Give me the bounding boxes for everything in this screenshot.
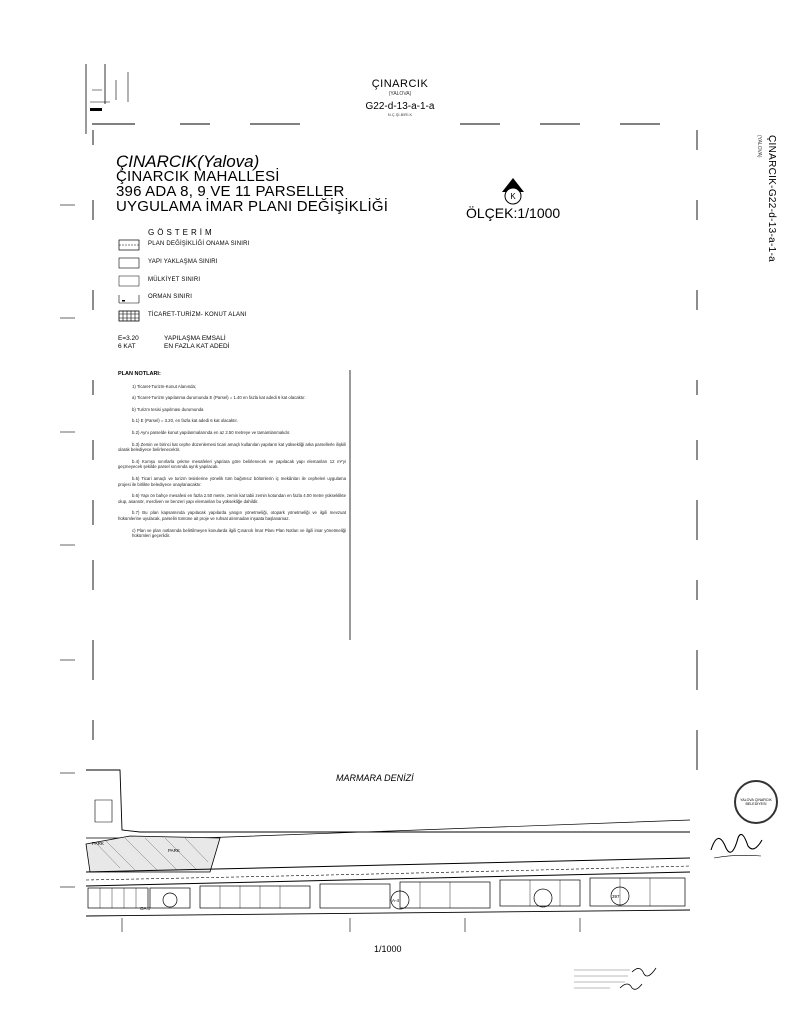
sheet-title: ÇINARCIK [371, 78, 429, 90]
plan-note: b.7) Bu plan kapsamında yapılacak yapılarda yangın yönetmeliği, otopark yönetmeliği ve ilgili mevzuat hükümlerine uyulacak, parselin tümüne ait proje ve ruhsat alınmadan inşaata başlanamaz. [118, 510, 346, 521]
building-line-symbol [118, 257, 140, 269]
legend-item-plan-boundary [118, 239, 358, 253]
plan-title-district: ÇINARCIK MAHALLESİ [116, 168, 280, 185]
parcel-number: 397 [612, 894, 620, 899]
plan-note: b.2) Aynı parselde konut yapılanmalarında en az 2.50 metreye ve tamamlanmalıdır. [132, 429, 291, 435]
sea-label: MARMARA DENİZİ [336, 773, 414, 783]
plan-note: b.4) Komşu sınırlarla çekme mesafeleri yapılara göre belirlenecek ve yapılacak yapı elemanları 12 m²'yi geçmeyecek şekilde parsel sınırında ayrık yapılacak. [118, 458, 346, 470]
plan-note: 1) Ticaret-Turizm-Konut Alanında; [132, 383, 197, 389]
emsal-label: YAPILAŞMA EMSALİ [164, 335, 226, 342]
scale-label: ÖLÇEK:1/1000 [466, 205, 561, 221]
legend-item-property-line [118, 275, 358, 289]
plan-title-parcels: 396 ADA 8, 9 VE 11 PARSELLER [116, 183, 345, 200]
signature-mark [706, 820, 766, 870]
plan-title-block [116, 154, 388, 214]
legend-label: MÜLKİYET SINIRI [148, 277, 201, 283]
plan-title-type: UYGULAMA İMAR PLANI DEĞİŞİKLİĞİ [116, 198, 389, 215]
sheet-subtitle: (YALOVA) [388, 91, 412, 97]
legend-title: GÖSTERİM [148, 228, 215, 237]
legend-item-commercial-area [118, 310, 358, 324]
plan-note: b.6) Yapı ön bahçe mesafesi en fazla 2.50 metre, zemin kat tabii zemin kotundan en fazla 4.00 metre yükseklikte olup, asansör, merdiven ve benzeri yapı elemanları bu yüksekliğe dahildir. [118, 493, 346, 504]
plan-notes [118, 372, 346, 545]
coastal-plan-drawing [0, 760, 796, 940]
sheet-code: G22-d-13-a-1-a [365, 101, 435, 112]
side-sheet-code: ÇINARCIK-G22-d-13-a-1-a [766, 135, 777, 262]
plan-note: b.1) E (Parsel) = 3.20, en fazla kat adedi 6 kat olacaktır. [132, 418, 238, 424]
north-arrow-icon [500, 176, 526, 206]
plan-note: a) Ticaret-Turizm yapılanma durumunda E (Parsel) = 1.40 en fazla kat adedi 6 kat olacaktır. [132, 395, 306, 401]
forest-boundary-symbol [118, 292, 140, 304]
commercial-area-symbol [118, 310, 140, 322]
plan-note: b.3) Zemin ve birinci kat cephe düzenlemesi ticari amaçlı kullanılan yapıların kat yüksekliği arka parsellerle ilişkili olarak belediyece belirlenecektir. [118, 441, 346, 453]
north-letter: K [510, 192, 516, 201]
legend-label: TİCARET-TURİZM- KONUT ALANI [148, 312, 247, 318]
legend-item-building-line [118, 257, 358, 271]
emsal-code: E=3.20 [118, 335, 139, 342]
legend-emsal [118, 335, 230, 351]
legend-label: PLAN DEĞİŞİKLİĞİ ONAMA SINIRI [148, 241, 250, 247]
plan-boundary-symbol [118, 239, 140, 251]
property-line-symbol [118, 275, 140, 287]
legend-label: ORMAN SINIRI [148, 294, 193, 300]
plan-notes-title: PLAN NOTLARI: [118, 371, 161, 377]
road-label: OA 8 [140, 906, 151, 911]
park-label: PARK [92, 841, 104, 846]
plan-note: b.5) Ticari amaçlı ve turizm tesislerine yönelik tüm bağımsız bölümlerin iç mekânları ile cepheleri uygulama projesi ile birlikte belediyece onaylanacaktır. [118, 475, 346, 487]
side-sheet-sub: (YALOVA) [756, 135, 762, 158]
parcel-label-a: A-4 [392, 898, 400, 903]
plan-title-location: ÇINARCIK(Yalova) [116, 152, 260, 171]
plan-note: b) Turizm tesisi yapılması durumunda [132, 406, 204, 412]
kat-label: EN FAZLA KAT ADEDİ [164, 343, 230, 350]
sheet-code-sub: N.Ç.Şİ.BİRİ.K [387, 112, 413, 117]
kat-code: 6 KAT [118, 343, 136, 350]
legend-item-forest-boundary [118, 292, 358, 306]
park-label: PARK [168, 848, 180, 853]
footer-signature-mark [570, 962, 660, 992]
bottom-scale-label: 1/1000 [374, 944, 402, 954]
plan-note: c) Plan ve plan notlarında belirtilmeyen konularda ilgili Çınarcık İmar Planı Plan Notları ve ilgili imar yönetmeliği hükümleri geçerlidir. [132, 527, 346, 539]
legend-label: YAPI YAKLAŞMA SINIRI [148, 259, 218, 265]
approval-stamp: YALOVA ÇINARCIK BELEDİYESİ [734, 780, 778, 824]
